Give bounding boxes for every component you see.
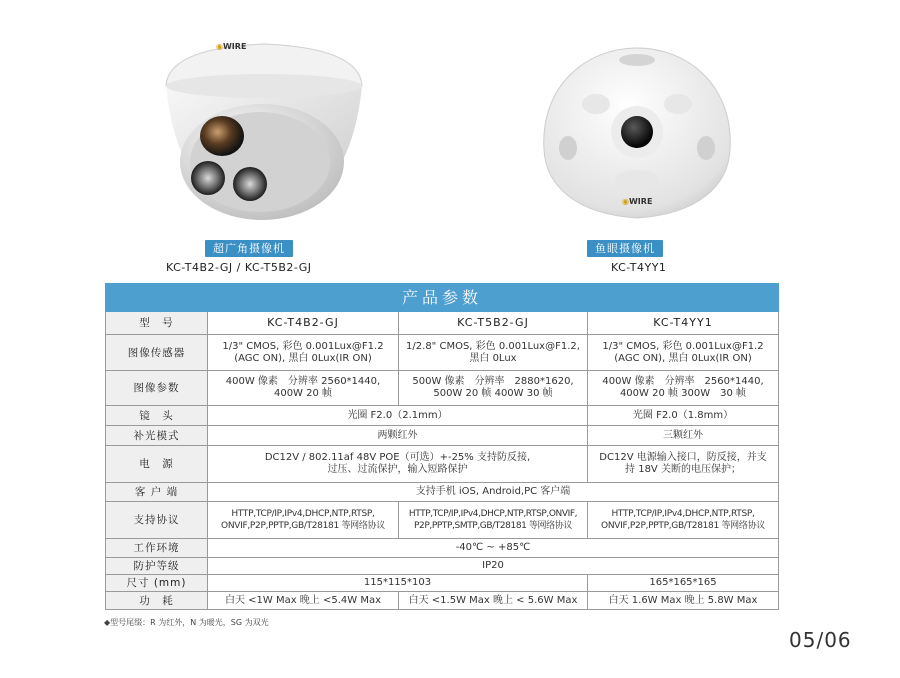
table-cell: 三颗红外 [588, 426, 779, 446]
table-title: 产品参数 [106, 284, 779, 312]
table-cell: 光圈 F2.0（1.8mm） [588, 406, 779, 426]
row-label: 型 号 [106, 312, 208, 335]
table-cell: 两颗红外 [208, 426, 588, 446]
table-cell: 400W 像素 分辨率 2560*1440, 400W 20 帧 [208, 371, 399, 406]
category-label-wide-angle: 超广角摄像机 [205, 240, 293, 257]
dome-camera-image [158, 38, 370, 224]
table-cell: 165*165*165 [588, 575, 779, 592]
footnote: ◆型号尾缀：R 为红外，N 为暖光，SG 为双光 [104, 618, 269, 627]
table-cell: 白天 1.6W Max 晚上 5.8W Max [588, 592, 779, 610]
row-label: 图像传感器 [106, 335, 208, 371]
table-row [106, 483, 779, 502]
row-label: 电 源 [106, 446, 208, 483]
table-cell: DC12V / 802.11af 48V POE（可选）+-25% 支持防反接, 过压、过流保护，输入短路保护 [208, 446, 588, 483]
brand-logo: ◉WIRE [622, 197, 653, 206]
table-row [106, 446, 779, 483]
table-cell: 1/3" CMOS, 彩色 0.001Lux@F1.2 (AGC ON), 黑白 0Lux(IR ON) [208, 335, 399, 371]
column-header: KC-T4B2-GJ [208, 312, 399, 335]
table-row [106, 312, 779, 335]
table-cell: 500W 像素 分辨率 2880*1620, 500W 20 帧 400W 30 帧 [399, 371, 588, 406]
row-label: 镜 头 [106, 406, 208, 426]
table-cell: 1/2.8" CMOS, 彩色 0.001Lux@F1.2, 黑白 0Lux [399, 335, 588, 371]
table-cell: 1/3" CMOS, 彩色 0.001Lux@F1.2 (AGC ON), 黑白 0Lux(IR ON) [588, 335, 779, 371]
table-cell: 白天 <1W Max 晚上 <5.4W Max [208, 592, 399, 610]
table-row [106, 335, 779, 371]
row-label: 防护等级 [106, 558, 208, 575]
table-row [106, 426, 779, 446]
table-row [106, 539, 779, 558]
row-label: 尺寸 (mm) [106, 575, 208, 592]
spec-table [105, 283, 779, 610]
row-label: 图像参数 [106, 371, 208, 406]
table-title-row [106, 284, 779, 312]
category-label-fisheye: 鱼眼摄像机 [587, 240, 663, 257]
table-row [106, 502, 779, 539]
brand-logo: ◉WIRE [216, 42, 247, 51]
column-header: KC-T5B2-GJ [399, 312, 588, 335]
model-text-wide-angle: KC-T4B2-GJ / KC-T5B2-GJ [166, 261, 312, 274]
row-label: 补光模式 [106, 426, 208, 446]
table-cell: DC12V 电源输入接口，防反接，并支 持 18V 关断的电压保护； [588, 446, 779, 483]
table-cell: HTTP,TCP/IP,IPv4,DHCP,NTP,RTSP,ONVIF, P2P,PPTP,SMTP,GB/T28181 等网络协议 [399, 502, 588, 539]
table-row [106, 558, 779, 575]
row-label: 支持协议 [106, 502, 208, 539]
table-cell: 白天 <1.5W Max 晚上 < 5.6W Max [399, 592, 588, 610]
table-cell: HTTP,TCP/IP,IPv4,DHCP,NTP,RTSP, ONVIF,P2P,PPTP,GB/T28181 等网络协议 [588, 502, 779, 539]
row-label: 功 耗 [106, 592, 208, 610]
table-cell: IP20 [208, 558, 779, 575]
page-number: 05/06 [789, 628, 852, 652]
model-text-fisheye: KC-T4YY1 [611, 261, 667, 274]
table-cell: 支持手机 iOS, Android,PC 客户端 [208, 483, 779, 502]
fisheye-camera-image [538, 44, 736, 222]
table-row [106, 592, 779, 610]
row-label: 工作环境 [106, 539, 208, 558]
column-header: KC-T4YY1 [588, 312, 779, 335]
row-label: 客 户 端 [106, 483, 208, 502]
table-cell: 光圈 F2.0（2.1mm） [208, 406, 588, 426]
table-cell: HTTP,TCP/IP,IPv4,DHCP,NTP,RTSP, ONVIF,P2P,PPTP,GB/T28181 等网络协议 [208, 502, 399, 539]
table-row [106, 371, 779, 406]
table-cell: 400W 像素 分辨率 2560*1440, 400W 20 帧 300W 30 帧 [588, 371, 779, 406]
table-row [106, 406, 779, 426]
table-cell: -40℃ ~ +85℃ [208, 539, 779, 558]
table-cell: 115*115*103 [208, 575, 588, 592]
table-row [106, 575, 779, 592]
